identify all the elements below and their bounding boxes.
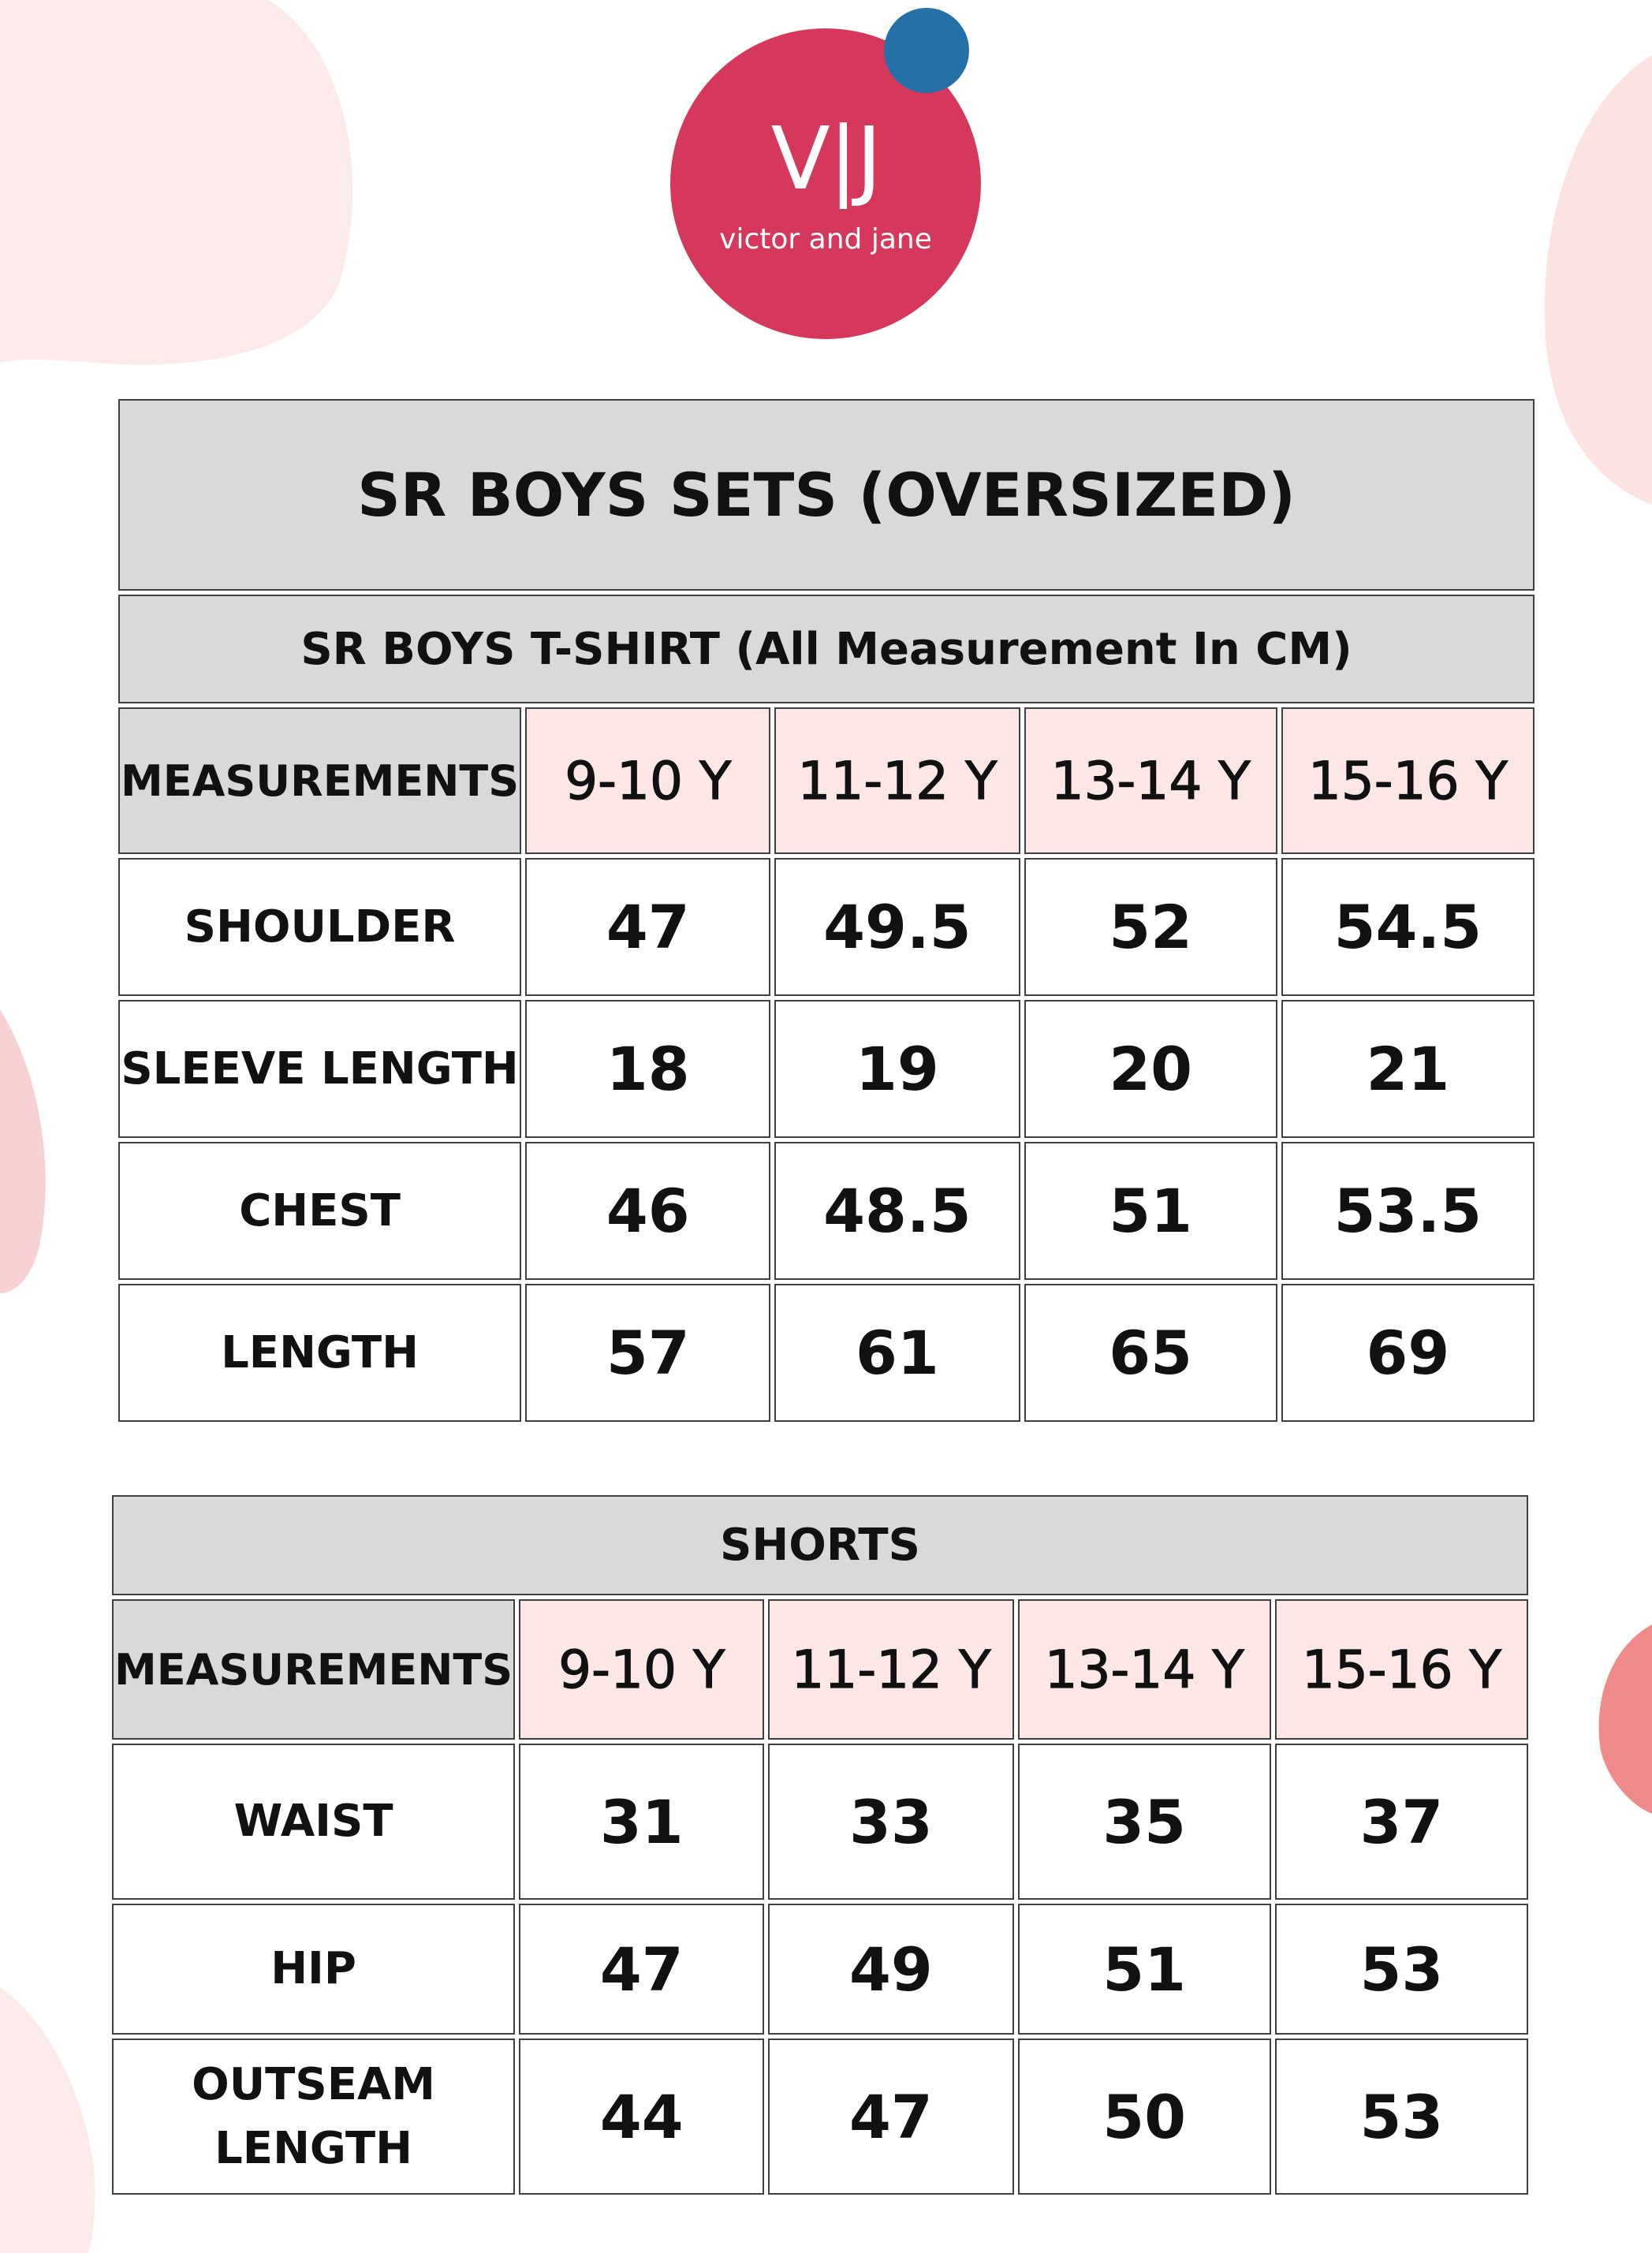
logo-blue-dot [884,8,969,93]
measurement-value: 31 [519,1744,764,1900]
row-label: WAIST [112,1744,515,1900]
logo-mark: V|J [770,108,881,209]
logo-brand-name: victor and jane [719,223,932,256]
measurement-value: 48.5 [774,1142,1020,1280]
size-header: 9-10 Y [525,707,770,854]
measurement-value: 47 [519,1904,764,2035]
row-label: SHOULDER [118,858,521,996]
shorts-title: SHORTS [112,1495,1528,1595]
measurement-value: 49 [768,1904,1013,2035]
measurement-value: 53 [1275,1904,1528,2035]
measurement-value: 20 [1024,1000,1277,1138]
shorts-size-chart [108,1491,1532,2199]
size-header: 15-16 Y [1275,1599,1528,1740]
row-label: HIP [112,1904,515,2035]
measurement-value: 52 [1024,858,1277,996]
size-header: 13-14 Y [1018,1599,1271,1740]
measurement-value: 50 [1018,2039,1271,2195]
measurements-header: MEASUREMENTS [112,1599,515,1740]
table-row [118,1142,1535,1280]
row-label: SLEEVE LENGTH [118,1000,521,1138]
row-label: OUTSEAM LENGTH [112,2039,515,2195]
row-label: LENGTH [118,1284,521,1422]
table-row [112,1744,1528,1900]
measurement-value: 18 [525,1000,770,1138]
measurement-value: 53.5 [1281,1142,1535,1280]
measurement-value: 49.5 [774,858,1020,996]
table-row [118,1284,1535,1422]
size-header: 9-10 Y [519,1599,764,1740]
chart-title: SR BOYS SETS (OVERSIZED) [118,399,1535,591]
measurement-value: 61 [774,1284,1020,1422]
table-row [112,1904,1528,2035]
row-label: CHEST [118,1142,521,1280]
measurement-value: 21 [1281,1000,1535,1138]
measurement-value: 69 [1281,1284,1535,1422]
measurement-value: 47 [768,2039,1013,2195]
measurement-value: 65 [1024,1284,1277,1422]
size-header: 13-14 Y [1024,707,1277,854]
table-row [118,858,1535,996]
table-row [112,2039,1528,2195]
measurements-header: MEASUREMENTS [118,707,521,854]
measurement-value: 44 [519,2039,764,2195]
measurement-value: 57 [525,1284,770,1422]
measurement-value: 33 [768,1744,1013,1900]
size-header: 11-12 Y [768,1599,1013,1740]
size-header: 11-12 Y [774,707,1020,854]
table-row [118,1000,1535,1138]
measurement-value: 19 [774,1000,1020,1138]
measurement-value: 54.5 [1281,858,1535,996]
measurement-value: 37 [1275,1744,1528,1900]
tshirt-size-chart [114,395,1538,1426]
measurement-value: 51 [1024,1142,1277,1280]
header-row [112,1599,1528,1740]
measurement-value: 51 [1018,1904,1271,2035]
measurement-value: 47 [525,858,770,996]
size-header: 15-16 Y [1281,707,1535,854]
measurement-value: 53 [1275,2039,1528,2195]
header-row [118,707,1535,854]
measurement-value: 35 [1018,1744,1271,1900]
measurement-value: 46 [525,1142,770,1280]
chart-subtitle: SR BOYS T-SHIRT (All Measurement In CM) [118,595,1535,703]
